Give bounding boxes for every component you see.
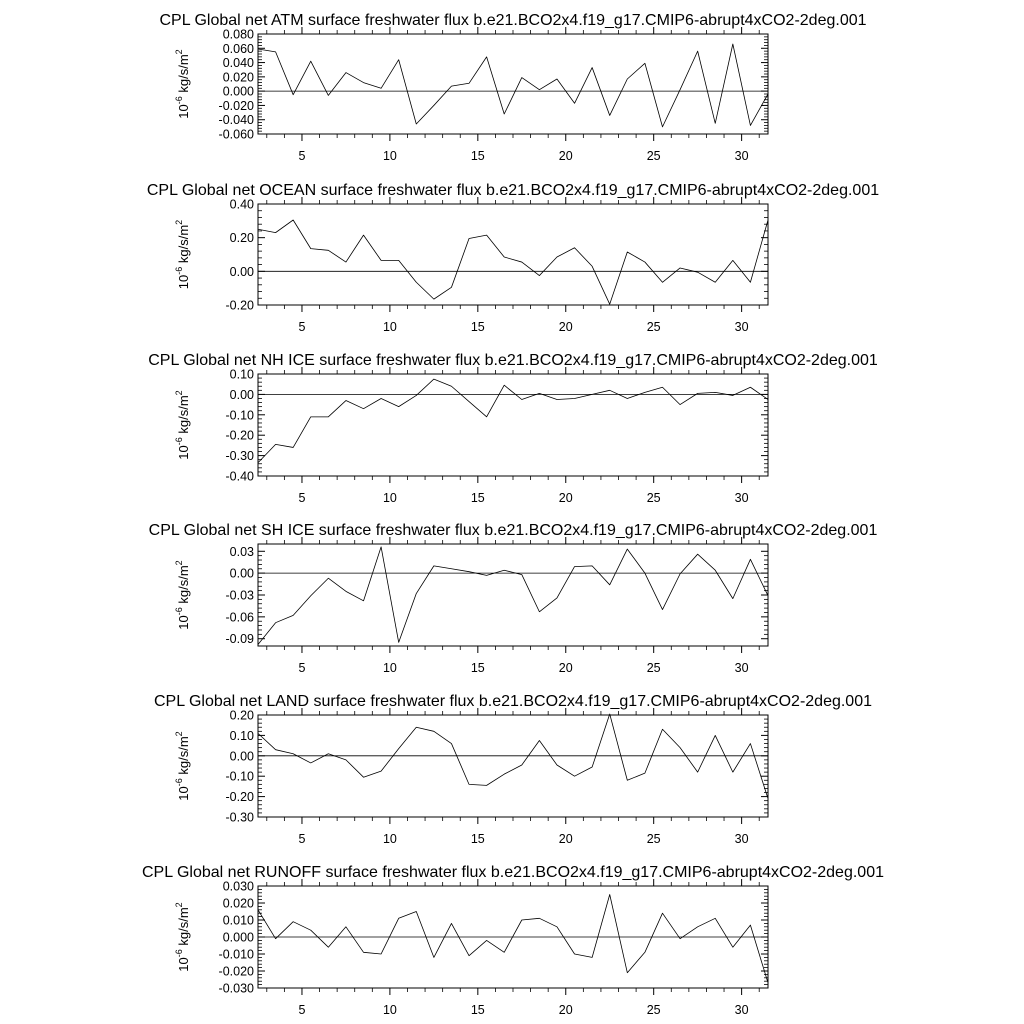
plot-frame — [258, 715, 768, 817]
ylabel-units: kg/s/m — [176, 395, 191, 438]
x-tick-label: 10 — [382, 1003, 397, 1017]
x-tick-label: 25 — [646, 320, 661, 334]
panel-title: CPL Global net ATM surface freshwater flux b.e21.BCO2x4.f19_g17.CMIP6-abrupt4xCO2-2deg.001 — [159, 12, 867, 29]
y-axis-label — [174, 560, 191, 629]
series-line — [258, 547, 768, 645]
y-tick-label: 0.080 — [222, 27, 254, 42]
series-line — [258, 44, 768, 127]
ylabel-base: 10 — [176, 274, 191, 290]
panel-title: CPL Global net SH ICE surface freshwater flux b.e21.BCO2x4.f19_g17.CMIP6-abrupt4xCO2-2deg.001 — [148, 522, 878, 539]
y-tick-label: 0.040 — [222, 56, 254, 71]
y-tick-label: -0.030 — [218, 981, 254, 996]
x-tick-label: 15 — [470, 1003, 485, 1017]
ylabel-units: kg/s/m — [176, 224, 191, 267]
x-tick-label: 10 — [382, 491, 397, 505]
plot-frame — [258, 374, 768, 476]
x-tick-label: 30 — [734, 661, 749, 675]
panel-2 — [147, 182, 879, 334]
x-tick-label: 25 — [646, 661, 661, 675]
y-tick-label: 0.00 — [229, 749, 254, 764]
y-tick-label: -0.020 — [218, 98, 254, 113]
x-tick-label: 20 — [558, 149, 573, 163]
y-tick-label: 0.020 — [222, 70, 254, 85]
ylabel-base: 10 — [176, 445, 191, 460]
y-tick-label: -0.020 — [218, 964, 254, 979]
ylabel-square: 2 — [174, 390, 184, 396]
x-tick-label: 30 — [734, 1003, 749, 1017]
ylabel-base: 10 — [176, 104, 191, 119]
series-line — [258, 220, 768, 304]
y-tick-label: 0.20 — [229, 708, 254, 723]
y-tick-label: 0.010 — [222, 913, 254, 928]
x-tick-label: 30 — [734, 149, 749, 163]
x-tick-label: 20 — [558, 1003, 573, 1017]
ylabel-exponent: -6 — [174, 778, 184, 787]
ylabel-exponent: -6 — [174, 607, 184, 616]
x-tick-label: 25 — [646, 832, 661, 846]
y-tick-label: -0.20 — [225, 298, 254, 313]
ylabel-square: 2 — [174, 49, 184, 55]
panel-1 — [159, 12, 866, 163]
ylabel-exponent: -6 — [174, 949, 184, 958]
x-tick-label: 5 — [298, 661, 306, 675]
x-tick-label: 25 — [646, 149, 661, 163]
y-tick-label: -0.06 — [225, 610, 254, 625]
y-axis-label — [174, 731, 191, 800]
series-line — [258, 714, 768, 799]
x-tick-label: 5 — [298, 149, 306, 163]
x-tick-label: 20 — [558, 661, 573, 675]
panel-5 — [154, 693, 872, 846]
x-tick-label: 30 — [734, 491, 749, 505]
x-tick-label: 20 — [558, 832, 573, 846]
panel-4 — [149, 522, 878, 675]
x-tick-label: 5 — [298, 320, 306, 334]
y-tick-label: 0.000 — [222, 930, 254, 945]
ylabel-units: kg/s/m — [176, 736, 191, 779]
ylabel-units: kg/s/m — [176, 565, 191, 608]
y-tick-label: -0.040 — [218, 113, 254, 128]
y-tick-label: -0.03 — [225, 588, 254, 603]
x-tick-label: 15 — [470, 832, 485, 846]
ylabel-units: kg/s/m — [176, 54, 191, 97]
y-tick-label: 0.10 — [229, 367, 254, 382]
ylabel-exponent: -6 — [174, 437, 184, 446]
panel-3 — [148, 352, 878, 505]
ylabel-exponent: -6 — [174, 96, 184, 105]
y-tick-label: -0.09 — [225, 632, 254, 647]
x-tick-label: 15 — [470, 661, 485, 675]
x-tick-label: 20 — [558, 491, 573, 505]
x-tick-label: 10 — [382, 320, 397, 334]
y-tick-label: 0.20 — [229, 231, 254, 246]
ylabel-square: 2 — [174, 560, 184, 566]
plot-frame — [258, 34, 768, 134]
x-tick-label: 15 — [470, 320, 485, 334]
x-tick-label: 5 — [298, 491, 306, 505]
x-tick-label: 15 — [470, 491, 485, 505]
ylabel-square: 2 — [174, 219, 184, 225]
ylabel-base: 10 — [176, 615, 191, 630]
x-tick-label: 25 — [646, 1003, 661, 1017]
x-tick-label: 10 — [382, 832, 397, 846]
y-tick-label: -0.30 — [225, 810, 254, 825]
x-tick-label: 5 — [298, 832, 306, 846]
panel-title: CPL Global net OCEAN surface freshwater flux b.e21.BCO2x4.f19_g17.CMIP6-abrupt4xCO2-2deg.001 — [146, 182, 880, 199]
ylabel-base: 10 — [176, 957, 191, 972]
y-tick-label: -0.010 — [218, 947, 254, 962]
series-line — [258, 895, 768, 983]
y-tick-label: 0.000 — [222, 84, 254, 99]
ylabel-base: 10 — [176, 786, 191, 801]
y-axis-label — [174, 220, 191, 289]
y-tick-label: -0.20 — [225, 790, 254, 805]
y-tick-label: 0.020 — [222, 896, 254, 911]
plot-frame — [258, 544, 768, 646]
y-tick-label: -0.10 — [225, 408, 254, 423]
x-tick-label: 15 — [470, 149, 485, 163]
y-axis-label — [174, 902, 191, 971]
y-tick-label: -0.30 — [225, 449, 254, 464]
x-tick-label: 30 — [734, 320, 749, 334]
y-tick-label: 0.00 — [229, 387, 254, 402]
y-tick-label: -0.060 — [218, 127, 254, 142]
y-tick-label: -0.10 — [225, 769, 254, 784]
ylabel-square: 2 — [174, 731, 184, 737]
panel-title: CPL Global net RUNOFF surface freshwater flux b.e21.BCO2x4.f19_g17.CMIP6-abrupt4xCO2-2deg.001 — [142, 864, 884, 881]
y-axis-label — [174, 390, 191, 459]
y-axis-label — [174, 49, 191, 118]
series-line — [258, 379, 768, 463]
panel-title: CPL Global net LAND surface freshwater flux b.e21.BCO2x4.f19_g17.CMIP6-abrupt4xCO2-2deg.001 — [153, 693, 873, 710]
ylabel-exponent: -6 — [174, 266, 184, 275]
panel-6 — [142, 864, 884, 1017]
y-tick-label: 0.40 — [229, 197, 254, 212]
ylabel-units: kg/s/m — [176, 907, 191, 950]
x-tick-label: 5 — [298, 1003, 306, 1017]
x-tick-label: 10 — [382, 661, 397, 675]
x-tick-label: 20 — [558, 320, 573, 334]
panel-title: CPL Global net NH ICE surface freshwater flux b.e21.BCO2x4.f19_g17.CMIP6-abrupt4xCO2-2deg.001 — [148, 352, 878, 369]
y-tick-label: 0.00 — [229, 264, 254, 279]
y-tick-label: -0.40 — [225, 469, 254, 484]
ylabel-square: 2 — [174, 902, 184, 908]
y-tick-label: 0.060 — [222, 41, 254, 56]
y-tick-label: 0.03 — [229, 544, 254, 559]
y-tick-label: 0.00 — [229, 566, 254, 581]
y-tick-label: -0.20 — [225, 428, 254, 443]
x-tick-label: 30 — [734, 832, 749, 846]
x-tick-label: 25 — [646, 491, 661, 505]
y-tick-label: 0.10 — [229, 728, 254, 743]
y-tick-label: 0.030 — [222, 879, 254, 894]
x-tick-label: 10 — [382, 149, 397, 163]
